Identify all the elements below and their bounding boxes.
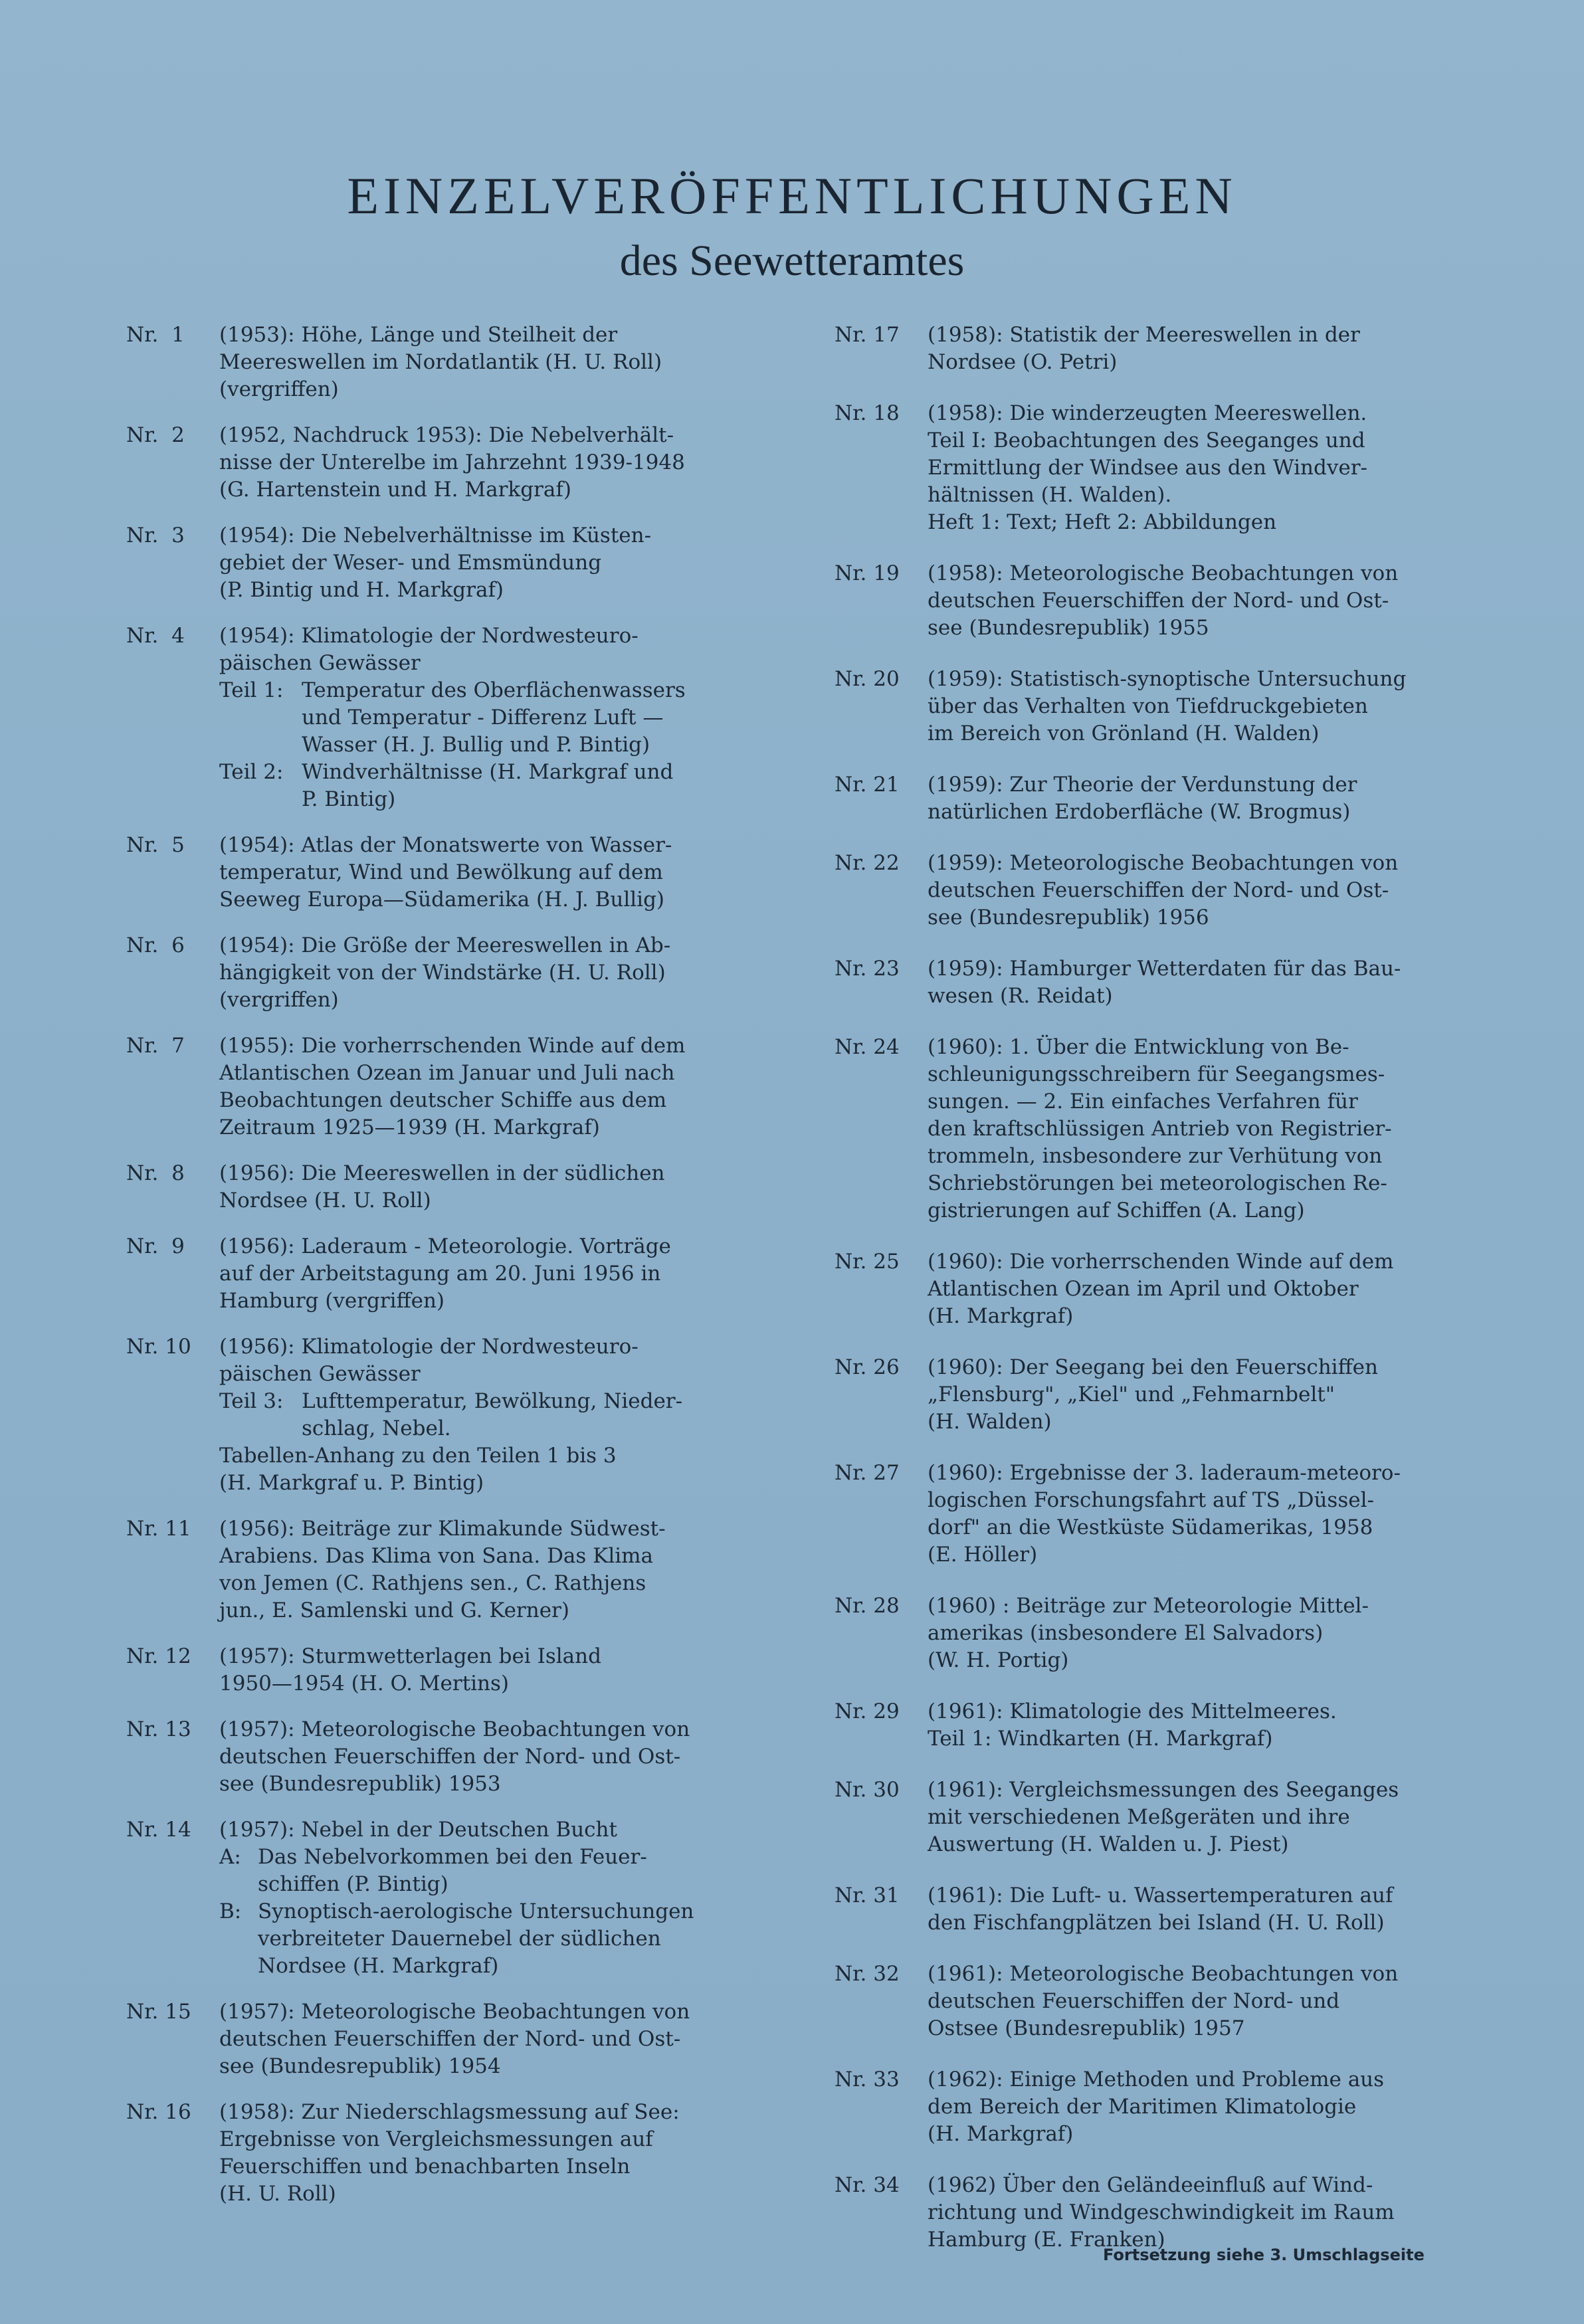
entry-number: Nr. 30: [835, 1778, 900, 1802]
entry-number: Nr. 6: [126, 933, 185, 957]
entry-number: Nr. 2: [126, 423, 185, 447]
publication-entry: [126, 1643, 724, 1697]
entry-number: Nr. 17: [835, 323, 900, 347]
entry-text-line: (1958): Statistik der Meereswellen in der: [928, 323, 1360, 347]
entry-text-line: deutschen Feuerschiffen der Nord- und Ost-: [219, 2027, 681, 2051]
entry-text-line: Wasser (H. J. Bullig und P. Bintig): [302, 733, 650, 757]
entry-part-text: [302, 677, 724, 759]
entry-description: [928, 1593, 1413, 1674]
entry-text-line: (H. Markgraf): [928, 1304, 1074, 1328]
publication-entry: [126, 1333, 724, 1497]
entry-text-line: (W. H. Portig): [928, 1648, 1069, 1672]
entry-number: Nr. 24: [835, 1035, 900, 1059]
entry-text-line: von Jemen (C. Rathjens sen., C. Rathjens: [219, 1571, 646, 1595]
entry-description: [928, 400, 1413, 536]
entry-text-line: (H. Markgraf): [928, 2122, 1074, 2146]
entry-text-line: Ermittlung der Windsee aus den Windver-: [928, 456, 1367, 480]
entry-text-line: Feuerschiffen und benachbarten Inseln: [219, 2155, 631, 2179]
publication-entry: [835, 400, 1413, 536]
entry-text-line: (1957): Nebel in der Deutschen Bucht: [219, 1818, 617, 1842]
entry-text-line: (1960): Die vorherrschenden Winde auf dem: [928, 1250, 1394, 1274]
entry-text-line: (H. U. Roll): [219, 2182, 336, 2206]
entry-text-line: und Temperatur - Differenz Luft —: [302, 706, 664, 729]
entry-number: Nr. 16: [126, 2100, 191, 2124]
entry-text-line: schiffen (P. Bintig): [258, 1872, 448, 1896]
entry-text-line: gebiet der Weser- und Emsmündung: [219, 551, 602, 575]
entry-description: [219, 1032, 724, 1141]
entry-description: [219, 932, 724, 1014]
entry-subsection-label: B:: [219, 1899, 242, 1923]
publication-entry: [126, 422, 724, 504]
entry-description: [219, 522, 724, 604]
entry-number: Nr. 20: [835, 667, 900, 691]
publication-entry: [835, 560, 1413, 642]
publication-entry: [126, 322, 724, 403]
entry-text-line: (H. Markgraf u. P. Bintig): [219, 1471, 484, 1495]
entry-text-line: (1961): Meteorologische Beobachtungen von: [928, 1962, 1399, 1986]
entry-description: [219, 322, 724, 403]
entry-text-line: natürlichen Erdoberfläche (W. Brogmus): [928, 800, 1351, 824]
entry-part: [219, 1388, 724, 1442]
entry-text-line: Nordsee (H. U. Roll): [219, 1189, 431, 1212]
entry-number: Nr. 1: [126, 323, 185, 347]
entry-text-line: (1958): Die winderzeugten Meereswellen.: [928, 401, 1367, 425]
entry-text-line: trommeln, insbesondere zur Verhütung von: [928, 1144, 1383, 1168]
entry-number: Nr. 13: [126, 1717, 191, 1741]
publication-list-right: [835, 322, 1413, 2277]
entry-text-line: (1957): Meteorologische Beobachtungen von: [219, 1717, 690, 1741]
publication-entry: [126, 1160, 724, 1214]
entry-text-line: dem Bereich der Maritimen Klimatologie: [928, 2095, 1357, 2119]
continuation-note: Fortsetzung siehe 3. Umschlagseite: [1103, 2246, 1425, 2264]
entry-text-line: dorf" an die Westküste Südamerikas, 1958: [928, 1515, 1373, 1539]
entry-text-line: (vergriffen): [219, 988, 339, 1012]
entry-number: Nr. 32: [835, 1962, 900, 1986]
entry-text-line: den Fischfangplätzen bei Island (H. U. Roll): [928, 1911, 1385, 1935]
entry-number: Nr. 12: [126, 1644, 191, 1668]
page-subtitle: des Seewetteramtes: [619, 237, 965, 285]
entry-text-line: (1962): Einige Methoden und Probleme aus: [928, 2068, 1385, 2091]
entry-text-line: (vergriffen): [219, 377, 339, 401]
entry-text-line: see (Bundesrepublik) 1955: [928, 616, 1209, 640]
entry-text-line: (1954): Die Größe der Meereswellen in Ab-: [219, 933, 671, 957]
entry-number: Nr. 33: [835, 2068, 900, 2091]
entry-text-line: (1961): Die Luft- u. Wassertemperaturen auf: [928, 1884, 1393, 1907]
publication-entry: [126, 522, 724, 604]
entry-text-line: (1957): Sturmwetterlagen bei Island: [219, 1644, 601, 1668]
entry-number: Nr. 7: [126, 1034, 185, 1058]
entry-number: Nr. 27: [835, 1461, 900, 1485]
entry-description: [928, 1034, 1413, 1224]
entry-subsection: [219, 1898, 724, 1980]
entry-text-line: Auswertung (H. Walden u. J. Piest): [928, 1832, 1289, 1856]
publication-entry: [126, 1716, 724, 1798]
entry-number: Nr. 18: [835, 401, 900, 425]
entry-text-line: den kraftschlüssigen Antrieb von Registrier-: [928, 1117, 1392, 1141]
entry-text-line: deutschen Feuerschiffen der Nord- und Ost-: [928, 878, 1389, 902]
entry-number: Nr. 34: [835, 2173, 900, 2197]
entry-description: [928, 850, 1413, 931]
entry-text-line: mit verschiedenen Meßgeräten und ihre: [928, 1805, 1350, 1829]
entry-text-line: Teil 1: Windkarten (H. Markgraf): [928, 1727, 1273, 1751]
entry-text-line: (1957): Meteorologische Beobachtungen von: [219, 2000, 690, 2024]
publication-entry: [835, 850, 1413, 931]
entry-subsection-text: [258, 1898, 724, 1980]
publication-entry: [835, 1882, 1413, 1937]
entry-text-line: verbreiteter Dauernebel der südlichen: [258, 1927, 661, 1951]
entry-part-text: [302, 1388, 724, 1442]
entry-text-line: Lufttemperatur, Bewölkung, Nieder-: [302, 1389, 683, 1413]
entry-text-line: schlag, Nebel.: [302, 1416, 451, 1440]
entry-text-line: amerikas (insbesondere El Salvadors): [928, 1621, 1324, 1645]
publication-entry: [835, 1961, 1413, 2042]
entry-description: [928, 2066, 1413, 2148]
entry-number: Nr. 14: [126, 1818, 191, 1842]
entry-text-line: Synoptisch-aerologische Untersuchungen: [258, 1899, 694, 1923]
publication-entry: [126, 832, 724, 914]
entry-text-line: (1960): Der Seegang bei den Feuerschiffen: [928, 1355, 1378, 1379]
entry-part: [219, 677, 724, 759]
entry-text-line: Atlantischen Ozean im Januar und Juli nach: [219, 1061, 675, 1085]
publication-entry: [126, 1816, 724, 1980]
entry-description: [928, 1882, 1413, 1937]
entry-subsection-label: A:: [219, 1845, 241, 1869]
entry-text-line: Ergebnisse von Vergleichsmessungen auf: [219, 2127, 653, 2151]
publication-entry: [835, 1777, 1413, 1858]
entry-number: Nr. 9: [126, 1234, 185, 1258]
entry-description: [928, 1961, 1413, 2042]
entry-text-line: (1958): Meteorologische Beobachtungen von: [928, 561, 1399, 585]
entry-number: Nr. 8: [126, 1161, 185, 1185]
entry-text-line: Atlantischen Ozean im April und Oktober: [928, 1277, 1359, 1301]
entry-description: [928, 1698, 1413, 1753]
entry-text-line: schleunigungsschreibern für Seegangsmes-: [928, 1062, 1385, 1086]
entry-subsection-text: [258, 1844, 724, 1898]
entry-description: [928, 771, 1413, 826]
entry-number: Nr. 15: [126, 2000, 191, 2024]
entry-text-line: (1954): Die Nebelverhältnisse im Küsten-: [219, 524, 652, 547]
entry-text-line: wesen (R. Reidat): [928, 984, 1113, 1008]
publication-entry: [126, 932, 724, 1014]
entry-part-text: [302, 759, 724, 813]
entry-text-line: (1955): Die vorherrschenden Winde auf dem: [219, 1034, 686, 1058]
entry-number: Nr. 31: [835, 1884, 900, 1907]
entry-text-line: (1954): Klimatologie der Nordwesteuro-: [219, 624, 639, 648]
entry-text-line: (H. Walden): [928, 1410, 1052, 1434]
entry-text-line: (1956): Klimatologie der Nordwesteuro-: [219, 1335, 639, 1359]
entry-text-line: Seeweg Europa—Südamerika (H. J. Bullig): [219, 888, 665, 912]
entry-text-line: (1961): Vergleichsmessungen des Seeganges: [928, 1778, 1399, 1802]
entry-description: [219, 1160, 724, 1214]
publication-entry: [126, 623, 724, 813]
entry-text-line: deutschen Feuerschiffen der Nord- und Ost-: [928, 589, 1389, 613]
entry-text-line: Das Nebelvorkommen bei den Feuer-: [258, 1845, 647, 1869]
entry-part-label: Teil 1:: [219, 678, 284, 702]
entry-description: [219, 1816, 724, 1980]
entry-number: Nr. 11: [126, 1517, 191, 1541]
entry-description: [219, 1233, 724, 1315]
publication-entry: [835, 1034, 1413, 1224]
entry-text-line: (E. Höller): [928, 1543, 1038, 1567]
entry-text-line: hältnissen (H. Walden).: [928, 483, 1172, 507]
publication-entry: [835, 1460, 1413, 1569]
entry-description: [219, 832, 724, 914]
entry-description: [219, 1333, 724, 1497]
entry-text-line: (1960): 1. Über die Entwicklung von Be-: [928, 1035, 1349, 1059]
entry-number: Nr. 22: [835, 851, 900, 875]
entry-number: Nr. 5: [126, 833, 185, 857]
entry-text-line: Ostsee (Bundesrepublik) 1957: [928, 2016, 1245, 2040]
entry-text-line: P. Bintig): [302, 787, 396, 811]
entry-text-line: (1960): Ergebnisse der 3. laderaum-meteoro-: [928, 1461, 1401, 1485]
publication-entry: [835, 1248, 1413, 1330]
entry-text-line: (1960) : Beiträge zur Meteorologie Mittel-: [928, 1594, 1369, 1618]
entry-number: Nr. 26: [835, 1355, 900, 1379]
entry-text-line: temperatur, Wind und Bewölkung auf dem: [219, 860, 663, 884]
entry-text-line: nisse der Unterelbe im Jahrzehnt 1939-1948: [219, 450, 685, 474]
entry-text-line: sungen. — 2. Ein einfaches Verfahren für: [928, 1090, 1358, 1114]
entry-description: [219, 422, 724, 504]
entry-number: Nr. 10: [126, 1335, 191, 1359]
entry-text-line: Hamburg (vergriffen): [219, 1289, 445, 1313]
entry-description: [219, 1643, 724, 1697]
publication-entry: [835, 666, 1413, 747]
entry-text-line: (P. Bintig und H. Markgraf): [219, 578, 504, 602]
entry-text-line: Nordsee (O. Petri): [928, 350, 1118, 374]
entry-text-line: logischen Forschungsfahrt auf TS „Düssel-: [928, 1488, 1374, 1512]
publication-entry: [126, 1515, 724, 1624]
entry-number: Nr. 25: [835, 1250, 900, 1274]
entry-text-line: hängigkeit von der Windstärke (H. U. Roll): [219, 961, 666, 985]
entry-text-line: Beobachtungen deutscher Schiffe aus dem: [219, 1088, 667, 1112]
entry-text-line: see (Bundesrepublik) 1954: [219, 2054, 501, 2078]
entry-description: [928, 955, 1413, 1010]
entry-text-line: Windverhältnisse (H. Markgraf und: [302, 760, 674, 784]
entry-text-line: (1958): Zur Niederschlagsmessung auf See:: [219, 2100, 680, 2124]
publication-entry: [835, 2066, 1413, 2148]
entry-text-line: 1950—1954 (H. O. Mertins): [219, 1672, 510, 1695]
entry-text-line: Nordsee (H. Markgraf): [258, 1954, 499, 1978]
entry-text-line: Meereswellen im Nordatlantik (H. U. Roll): [219, 350, 662, 374]
entry-text-line: (1954): Atlas der Monatswerte von Wasser-: [219, 833, 672, 857]
entry-text-line: über das Verhalten von Tiefdruckgebieten: [928, 694, 1368, 718]
publication-entry: [835, 1354, 1413, 1436]
entry-text-line: (1961): Klimatologie des Mittelmeeres.: [928, 1699, 1337, 1723]
entry-text-line: jun., E. Samlenski und G. Kerner): [219, 1598, 569, 1622]
entry-text-line: (1956): Die Meereswellen in der südlichen: [219, 1161, 665, 1185]
entry-number: Nr. 19: [835, 561, 900, 585]
entry-description: [219, 1998, 724, 2080]
entry-text-line: Heft 1: Text; Heft 2: Abbildungen: [928, 510, 1277, 534]
entry-text-line: (1952, Nachdruck 1953): Die Nebelverhält-: [219, 423, 674, 447]
publication-entry: [126, 1998, 724, 2080]
entry-text-line: deutschen Feuerschiffen der Nord- und Ost-: [219, 1745, 681, 1769]
entry-text-line: (G. Hartenstein und H. Markgraf): [219, 478, 571, 502]
page-title: EINZELVERÖFFENTLICHUNGEN: [347, 167, 1237, 225]
entry-text-line: (1959): Zur Theorie der Verdunstung der: [928, 773, 1357, 797]
entry-text-line: „Flensburg", „Kiel" und „Fehmarnbelt": [928, 1383, 1335, 1406]
entry-text-line: Hamburg (E. Franken): [928, 2228, 1165, 2252]
publication-entry: [835, 1593, 1413, 1674]
publication-list-left: [126, 322, 724, 2226]
entry-text-line: Tabellen-Anhang zu den Teilen 1 bis 3: [219, 1444, 617, 1468]
entry-description: [928, 560, 1413, 642]
entry-text-line: (1962) Über den Geländeeinfluß auf Wind-: [928, 2173, 1373, 2197]
entry-description: [928, 666, 1413, 747]
entry-description: [219, 1515, 724, 1624]
publication-entry: [126, 2099, 724, 2208]
entry-description: [219, 2099, 724, 2208]
entry-text-line: Schriebstörungen bei meteorologischen Re-: [928, 1171, 1387, 1195]
entry-part-label: Teil 2:: [219, 760, 284, 784]
entry-description: [928, 1460, 1413, 1569]
entry-text-line: (1959): Meteorologische Beobachtungen von: [928, 851, 1399, 875]
entry-text-line: Teil I: Beobachtungen des Seeganges und: [928, 429, 1365, 452]
entry-text-line: deutschen Feuerschiffen der Nord- und: [928, 1989, 1340, 2013]
entry-text-line: see (Bundesrepublik) 1953: [219, 1772, 501, 1796]
entry-text-line: (1959): Statistisch-synoptische Untersuchung: [928, 667, 1407, 691]
entry-description: [219, 623, 724, 813]
entry-text-line: richtung und Windgeschwindigkeit im Raum: [928, 2200, 1395, 2224]
entry-text-line: (1953): Höhe, Länge und Steilheit der: [219, 323, 618, 347]
entry-description: [928, 1354, 1413, 1436]
publication-entry: [835, 771, 1413, 826]
entry-part: [219, 759, 724, 813]
entry-part-label: Teil 3:: [219, 1389, 284, 1413]
entry-text-line: (1956): Beiträge zur Klimakunde Südwest-: [219, 1517, 666, 1541]
entry-description: [928, 1248, 1413, 1330]
entry-text-line: (1959): Hamburger Wetterdaten für das Bau-: [928, 957, 1401, 981]
entry-text-line: im Bereich von Grönland (H. Walden): [928, 722, 1320, 745]
entry-text-line: päischen Gewässer: [219, 1362, 421, 1386]
entry-text-line: Arabiens. Das Klima von Sana. Das Klima: [219, 1544, 654, 1568]
publication-entry: [835, 2172, 1413, 2254]
entry-text-line: päischen Gewässer: [219, 651, 421, 675]
publication-entry: [835, 1698, 1413, 1753]
publication-entry: [126, 1032, 724, 1141]
entry-description: [928, 2172, 1413, 2254]
entry-number: Nr. 29: [835, 1699, 900, 1723]
entry-text-line: Temperatur des Oberflächenwassers: [302, 678, 686, 702]
entry-number: Nr. 23: [835, 957, 900, 981]
entry-number: Nr. 21: [835, 773, 900, 797]
entry-text-line: see (Bundesrepublik) 1956: [928, 906, 1209, 929]
publication-entry: [835, 955, 1413, 1010]
entry-text-line: gistrierungen auf Schiffen (A. Lang): [928, 1199, 1305, 1222]
entry-text-line: auf der Arbeitstagung am 20. Juni 1956 in: [219, 1262, 661, 1286]
entry-description: [928, 1777, 1413, 1858]
publication-entry: [126, 1233, 724, 1315]
entry-text-line: Zeitraum 1925—1939 (H. Markgraf): [219, 1115, 600, 1139]
entry-subsection: [219, 1844, 724, 1898]
entry-text-line: (1956): Laderaum - Meteorologie. Vorträge: [219, 1234, 671, 1258]
entry-number: Nr. 4: [126, 624, 185, 648]
entry-description: [219, 1716, 724, 1798]
entry-description: [928, 322, 1413, 376]
entry-number: Nr. 28: [835, 1594, 900, 1618]
entry-number: Nr. 3: [126, 524, 185, 547]
publication-entry: [835, 322, 1413, 376]
